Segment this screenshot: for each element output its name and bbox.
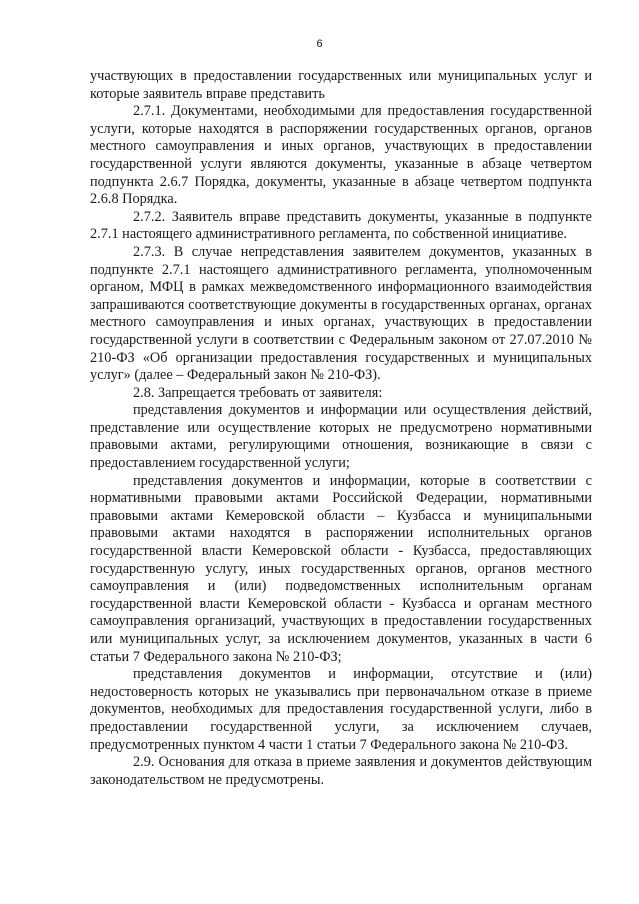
paragraph-2-7-1: 2.7.1. Документами, необходимыми для предоставления государственной услуги, которые находятся в распоряжении государственных органов, органов местного самоуправления и иных органов, участвующих в предоставлении государственной услуги являются документы, указанные в абзаце четвертом подпункта 2.6.7 Порядка, документы, указанные в абзаце четвертом подпункта 2.6.8 Порядка. <box>90 103 592 208</box>
paragraph-2-8-item-3: представления документов и информации, отсутствие и (или) недостоверность которых не указывались при первоначальном отказе в приеме документов, необходимых для предоставления государственной услуги, либо в предоставлении государственной услуги, за исключением случаев, предусмотренных пунктом 4 части 1 статьи 7 Федерального закона № 210-ФЗ. <box>90 666 592 753</box>
page-number: 6 <box>316 38 323 50</box>
paragraph-2-8-item-1: представления документов и информации или осуществления действий, представление или осуществление которых не предусмотрено нормативными правовыми актами, регулирующими отношения, возникающие в связи с предоставлением государственной услуги; <box>90 402 592 472</box>
document-body <box>90 68 592 789</box>
paragraph-2-7-2: 2.7.2. Заявитель вправе представить документы, указанные в подпункте 2.7.1 настоящего административного регламента, по собственной инициативе. <box>90 208 592 243</box>
paragraph-2-9: 2.9. Основания для отказа в приеме заявления и документов действующим законодательством не предусмотрены. <box>90 754 592 788</box>
paragraph-2-7-3: 2.7.3. В случае непредставления заявителем документов, указанных в подпункте 2.7.1 настоящего административного регламента, уполномоченным органом, МФЦ в рамках межведомственного информационного взаимодействия запрашиваются соответствующие документы в государственных органах, органах местного самоуправления и иных органах, участвующих в предоставлении государственной услуги в соответствии с Федеральным законом от 27.07.2010 № 210-ФЗ «Об организации предоставления государственных и муниципальных услуг» (далее – Федеральный закон № 210-ФЗ). <box>90 243 592 384</box>
paragraph-2-8: 2.8. Запрещается требовать от заявителя: <box>133 384 383 401</box>
paragraph-continuation: участвующих в предоставлении государственных или муниципальных услуг и которые заявитель вправе представить <box>90 68 592 102</box>
paragraph-2-8-item-2: представления документов и информации, которые в соответствии с нормативными правовыми актами Российской Федерации, нормативными правовыми актами Кемеровской области – Кузбасса и муниципальными правовыми актами находятся в распоряжении исполнительных органов государственной власти Кемеровской области - Кузбасса, предоставляющих государственную услугу, иных государственных органов, органов местного самоуправления и (или) подведомственных исполнительным органам государственной власти Кемеровской области - Кузбасса и органам местного самоуправления организаций, участвующих в предоставлении государственных или муниципальных услуг, за исключением документов, указанных в части 6 статьи 7 Федерального закона № 210-ФЗ; <box>90 472 592 665</box>
